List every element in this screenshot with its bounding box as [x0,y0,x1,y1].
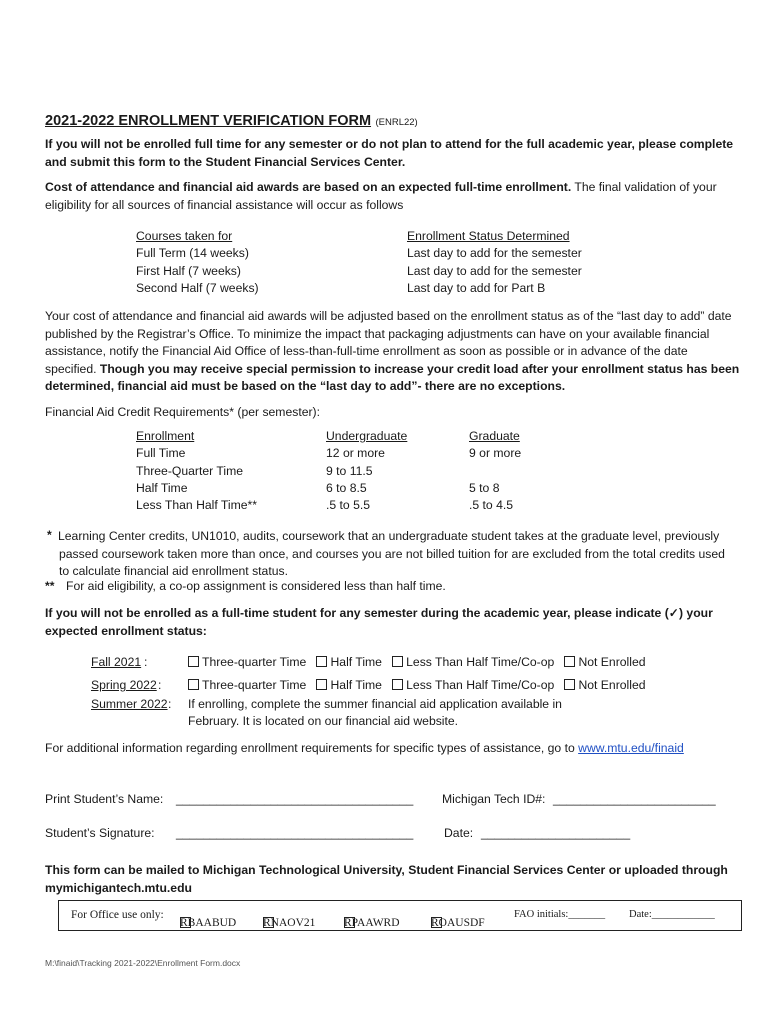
fall-option-3q[interactable]: Three-quarter Time [188,655,306,669]
credit-title: Financial Aid Credit Requirements* (per semester): [45,405,321,419]
note1-mark: * [47,528,52,542]
fall-option-less[interactable]: Less Than Half Time/Co-op [392,655,554,669]
indicate-pre: If you will not be enrolled as a full-time student for any semester during the academic year, please indicate ( [45,606,669,620]
print-name-field[interactable]: ___________________________________ [176,792,414,806]
credit-cell: 9 to 11.5 [326,463,373,478]
summer-term: Summer 2022 [91,697,168,711]
cost-bold: Cost of attendance and financial aid awards are based on an expected full-time enrollment. [45,180,572,194]
indicate-text [45,605,735,640]
mail-text: This form can be mailed to Michigan Technological University, Student Financial Services Center or uploaded through mymichigantech.mtu.edu [45,863,728,895]
adjust-text: Your cost of attendance and financial aid awards will be adjusted based on the enrollment status as of the “last day to add” date published by the Registrar’s Office. To minimize the impact that packaging adjustments can have on your available financial assistance, notify the Financial Aid Office of less-than-full-time enrollment as soon as possible or in advance of the date specified. [45,309,732,376]
credit-cell: .5 to 4.5 [469,498,514,513]
checkbox-icon[interactable] [188,656,199,667]
credit-grad-column [469,428,521,514]
credit-cell: Full Time [136,446,186,461]
adjust-bold: Though you may receive special permission to increase your credit load after your enrollment status has been determined, financial aid must be based on the “last day to add”- there are no exceptions. [45,361,740,393]
indicate-post: ) your expected enrollment status: [45,606,713,638]
office-fao: FAO initials:_______ [514,909,606,920]
fall-option-half[interactable]: Half Time [316,655,381,669]
credit-cell: .5 to 5.5 [326,498,371,513]
spring-option-less[interactable]: Less Than Half Time/Co-op [392,678,554,692]
credit-cell: 6 to 8.5 [326,480,367,495]
credit-undergrad-column [326,428,407,514]
print-name-label: Print Student’s Name: [45,792,164,806]
date-label: Date: [444,826,474,840]
checkbox-icon[interactable] [564,679,575,690]
form-title: 2021-2022 ENROLLMENT VERIFICATION FORM [45,113,372,129]
credit-cell: 5 to 8 [469,480,500,495]
status-item: Last day to add for the semester [407,246,582,261]
credit-header: Enrollment [136,429,195,443]
checkbox-icon[interactable] [392,656,403,667]
finaid-link[interactable]: www.mtu.edu/finaid [578,741,684,755]
spring-colon: : [158,678,162,692]
cost-paragraph [45,179,740,214]
spring-label [91,678,157,692]
intro-text: If you will not be enrolled full time for any semester or do not plan to attend for the full academic year, please complete and submit this form to the Student Financial Services Center. [45,137,734,169]
note1-text: Learning Center credits, UN1010, audits, coursework that an undergraduate student takes at the graduate level, previously passed coursework taken more than once, and courses you are not billed tuition for are excluded from the total credits used to calculate financial aid enrollment status. [58,529,725,578]
id-field[interactable]: ________________________ [553,792,716,806]
note2-text: For aid eligibility, a co-op assignment is considered less than half time. [66,579,446,593]
more-info-text: For additional information regarding enrollment requirements for specific types of assistance, go to [45,741,579,755]
checkbox-icon[interactable] [316,656,327,667]
course-item: Second Half (7 weeks) [136,280,259,295]
signature-label: Student’s Signature: [45,826,155,840]
office-date: Date:____________ [629,909,715,920]
status-header: Enrollment Status Determined [407,229,570,243]
status-item: Last day to add for the semester [407,263,582,278]
credit-cell: Less Than Half Time** [136,498,258,513]
adjust-paragraph [45,308,740,396]
form-code: (ENRL22) [375,117,418,128]
checkbox-icon[interactable] [316,679,327,690]
spring-option-not[interactable]: Not Enrolled [564,678,645,692]
courses-header: Courses taken for [136,229,233,243]
credit-cell: Half Time [136,480,188,495]
summer-colon: : [168,697,172,711]
summer-text-1: If enrolling, complete the summer financial aid application available in [188,697,562,711]
check-icon: ✓ [668,606,679,620]
credit-cell: 12 or more [326,446,385,461]
spring-option-3q[interactable]: Three-quarter Time [188,678,306,692]
page-title [45,112,418,130]
checkbox-icon[interactable] [564,656,575,667]
credit-cell [469,463,521,480]
status-item: Last day to add for Part B [407,280,546,295]
fall-label [91,655,141,669]
course-item: First Half (7 weeks) [136,263,241,278]
fall-colon: : [144,655,148,669]
credit-cell: 9 or more [469,446,522,461]
fall-term: Fall 2021 [91,655,142,669]
fall-option-not[interactable]: Not Enrolled [564,655,645,669]
id-label: Michigan Tech ID#: [442,792,546,806]
checkbox-icon[interactable] [188,679,199,690]
date-field[interactable]: ______________________ [481,826,631,840]
summer-label [91,697,168,711]
course-item: Full Term (14 weeks) [136,246,249,261]
cost-rest: The final validation of your eligibility for all sources of financial assistance will occur as follows [45,180,717,212]
note2-mark: ** [45,579,55,593]
footer-path: M:\finaid\Tracking 2021-2022\Enrollment Form.docx [45,958,241,968]
fall-options [188,655,646,669]
credit-enrollment-column [136,428,257,514]
spring-term: Spring 2022 [91,678,157,692]
summer-text-2: February. It is located on our financial aid website. [188,714,459,728]
office-use-box: For Office use only: RBAABUD RNAOV21 RPAAWRD ROAUSDF FAO initials:_______ Date:____________ [58,900,742,931]
spring-option-half[interactable]: Half Time [316,678,381,692]
more-info [45,741,684,755]
credit-cell: Three-Quarter Time [136,463,244,478]
credit-header: Graduate [469,429,520,443]
office-label: For Office use only: [71,909,164,921]
spring-options [188,678,646,692]
signature-field[interactable]: ___________________________________ [176,826,414,840]
credit-header: Undergraduate [326,429,408,443]
checkbox-icon[interactable] [392,679,403,690]
status-column [407,228,582,297]
courses-column [136,228,259,297]
